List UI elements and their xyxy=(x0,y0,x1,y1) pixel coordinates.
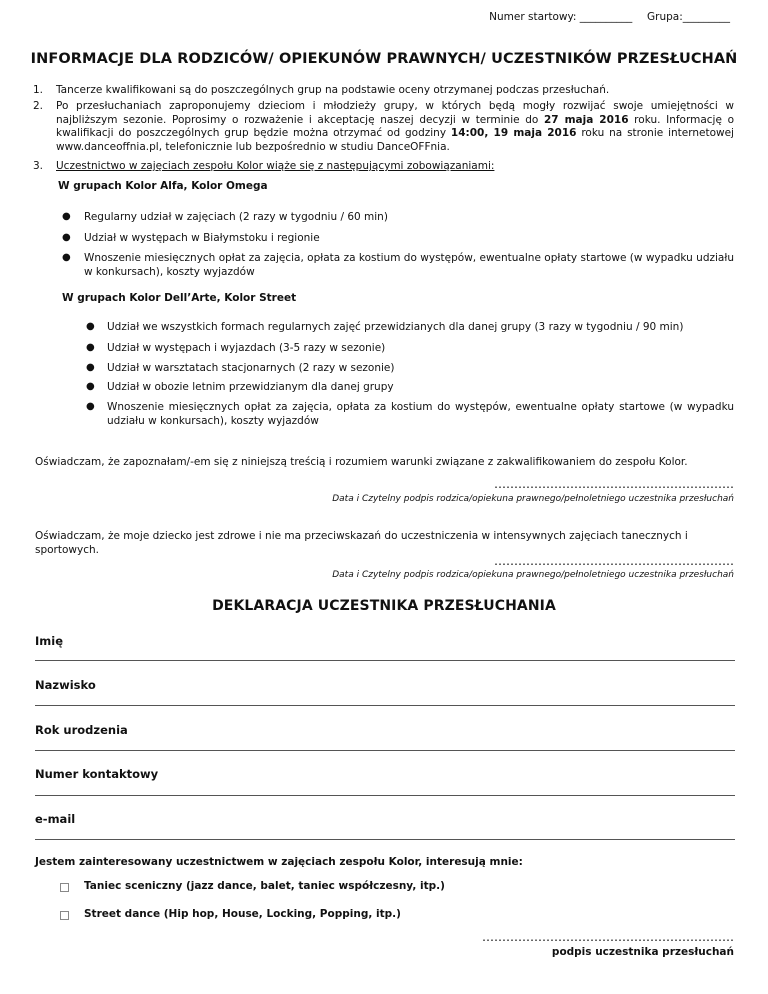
item-2-date-deadline: 27 maja 2016 xyxy=(544,113,629,126)
checkbox-street-dance[interactable] xyxy=(60,911,69,920)
interest-heading: Jestem zainteresowany uczestnictwem w zajęciach zespołu Kolor, interesują mnie: xyxy=(35,856,523,868)
field-label-email: e-mail xyxy=(35,812,76,826)
statement-2: Oświadczam, że moje dziecko jest zdrowe i nie ma przeciwskazań do uczestniczenia w intensywnych zajęciach tanecznych i sportowych. xyxy=(35,530,688,556)
group-b-heading: W grupach Kolor Dell’Arte, Kolor Street xyxy=(62,292,297,304)
participant-signature-caption: podpis uczestnika przesłuchań xyxy=(551,946,734,958)
header-fields xyxy=(489,10,730,24)
bullet-icon: ● xyxy=(86,401,95,412)
statement-1: Oświadczam, że zapoznałam/-em się z niniejszą treścią i rozumiem warunki związane z zakwalifikowaniem do zespołu Kolor. xyxy=(35,456,688,468)
signature-caption-2: Data i Czytelny podpis rodzica/opiekuna prawnego/pełnoletniego uczestnika przesłuchań xyxy=(332,570,734,580)
group-label: Grupa:_________ xyxy=(647,11,730,23)
group-a-heading: W grupach Kolor Alfa, Kolor Omega xyxy=(58,180,268,192)
bullet-icon: ● xyxy=(86,342,95,353)
group-b-item: Wnoszenie miesięcznych opłat za zajęcia, opłata za kostium do występów, ewentualne opłaty startowe (w wypadku udziału w konkursach), koszty wyjazdów xyxy=(107,401,734,427)
bullet-icon: ● xyxy=(86,321,95,332)
field-email[interactable] xyxy=(35,839,735,840)
bullet-icon: ● xyxy=(86,362,95,373)
start-number-label: Numer startowy: __________ xyxy=(489,11,633,23)
item-2-text xyxy=(56,100,734,154)
info-title: INFORMACJE DLA RODZICÓW/ OPIEKUNÓW PRAWNYCH/ UCZESTNIKÓW PRZESŁUCHAŃ xyxy=(30,51,738,67)
bullet-icon: ● xyxy=(62,232,71,243)
field-label-last-name: Nazwisko xyxy=(35,678,96,692)
group-b-item: Udział w obozie letnim przewidzianym dla danej grupy xyxy=(107,381,394,393)
item-2-part-c: roku na stronie internetowej www.danceoffnia.pl, telefonicznie lub bezpośrednio w studiu DanceOFFnia. xyxy=(56,127,734,153)
group-b-item: Udział w warsztatach stacjonarnych (2 razy w sezonie) xyxy=(107,362,395,374)
item-1-text: Tancerze kwalifikowani są do poszczególnych grup na podstawie oceny otrzymanej podczas przesłuchań. xyxy=(56,84,610,96)
group-a-item: Udział w występach w Białymstoku i regionie xyxy=(84,232,320,244)
bullet-icon: ● xyxy=(86,381,95,392)
declaration-title: DEKLARACJA UCZESTNIKA PRZESŁUCHANIA xyxy=(212,598,556,614)
field-label-first-name: Imię xyxy=(35,634,64,648)
item-2-date-results: 14:00, 19 maja 2016 xyxy=(450,127,577,139)
checkbox-stage-dance[interactable] xyxy=(60,883,69,892)
field-label-birth-year: Rok urodzenia xyxy=(35,723,128,737)
item-2-part-b: roku. Informację o kwalifikacji do poszczególnych grup będzie można otrzymać od godziny xyxy=(56,113,735,139)
signature-line-2[interactable]: …………………………………………………… xyxy=(494,554,734,568)
field-first-name[interactable] xyxy=(35,660,735,661)
item-1-number: 1. xyxy=(33,84,44,96)
bullet-icon: ● xyxy=(62,211,71,222)
field-phone[interactable] xyxy=(35,795,735,796)
signature-caption-1: Data i Czytelny podpis rodzica/opiekuna prawnego/pełnoletniego uczestnika przesłuchań xyxy=(332,494,734,504)
field-label-phone: Numer kontaktowy xyxy=(35,767,159,781)
signature-line-1[interactable]: …………………………………………………… xyxy=(494,477,734,491)
item-3-number: 3. xyxy=(33,160,44,172)
item-2-part-a: Po przesłuchaniach zaproponujemy dzieciom i młodzieży grupy, w których będą mogły rozwijać swoje umiejętności w najbliższym sezonie. Poprosimy o rozważenie i akceptację naszej decyzji w terminie do xyxy=(56,100,734,126)
option-stage-dance: Taniec sceniczny (jazz dance, balet, taniec współczesny, itp.) xyxy=(84,880,445,892)
participant-signature-line[interactable]: ……………………………………………………… xyxy=(482,930,734,944)
group-b-item: Udział w występach i wyjazdach (3-5 razy w sezonie) xyxy=(107,342,386,354)
item-3-text: Uczestnictwo w zajęciach zespołu Kolor wiąże się z następującymi zobowiązaniami: xyxy=(56,160,495,172)
group-b-item: Udział we wszystkich formach regularnych zajęć przewidzianych dla danej grupy (3 razy w tygodniu / 90 min) xyxy=(107,321,684,333)
bullet-icon: ● xyxy=(62,252,71,263)
field-last-name[interactable] xyxy=(35,705,735,706)
option-street-dance: Street dance (Hip hop, House, Locking, Popping, itp.) xyxy=(84,908,401,920)
group-a-item: Regularny udział w zajęciach (2 razy w tygodniu / 60 min) xyxy=(84,211,388,223)
group-a-item: Wnoszenie miesięcznych opłat za zajęcia, opłata za kostium do występów, ewentualne opłaty startowe (w wypadku udziału w konkursach), koszty wyjazdów xyxy=(84,252,734,278)
item-2-number: 2. xyxy=(33,100,44,112)
field-birth-year[interactable] xyxy=(35,750,735,751)
